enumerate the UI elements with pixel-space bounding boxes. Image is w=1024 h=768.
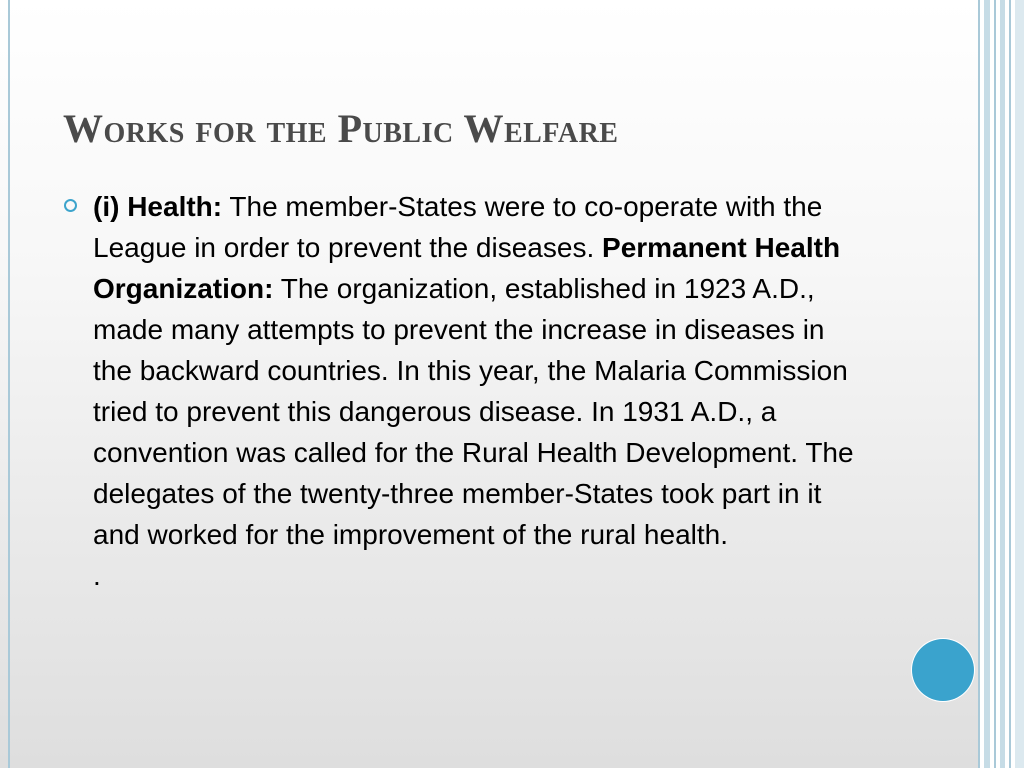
ring-bullet-icon (64, 199, 77, 212)
health-label: (i) Health: (93, 191, 223, 222)
organization-text: The organization, established in 1923 A.D., made many attempts to prevent the increase in diseases in the backward countries. In this year, the Malaria Commission tried to prevent this dangerous disease. In 1931 A.D., a convention was called for the Rural Health Development. The delegates of the twenty-three member-States took part in it and worked for the improvement of the rural health. (93, 273, 854, 550)
circle-icon (912, 639, 974, 701)
stripe-1 (978, 0, 980, 768)
slide-body (64, 186, 864, 596)
slide-title: Works for the Public Welfare (63, 106, 619, 151)
stripe-2 (984, 0, 990, 768)
left-border-line (8, 0, 10, 768)
stripe-4 (1000, 0, 1005, 768)
stripe-6 (1015, 0, 1024, 768)
stripe-5 (1009, 0, 1011, 768)
stripe-3 (994, 0, 996, 768)
right-decorative-stripes (978, 0, 1024, 768)
trailing-dot: . (93, 560, 101, 591)
bullet-paragraph (93, 186, 864, 555)
health-text: The member-States were to co-operate with the League in order to prevent the diseases. (93, 191, 823, 263)
organization-label: Permanent Health Organization: (93, 232, 841, 304)
